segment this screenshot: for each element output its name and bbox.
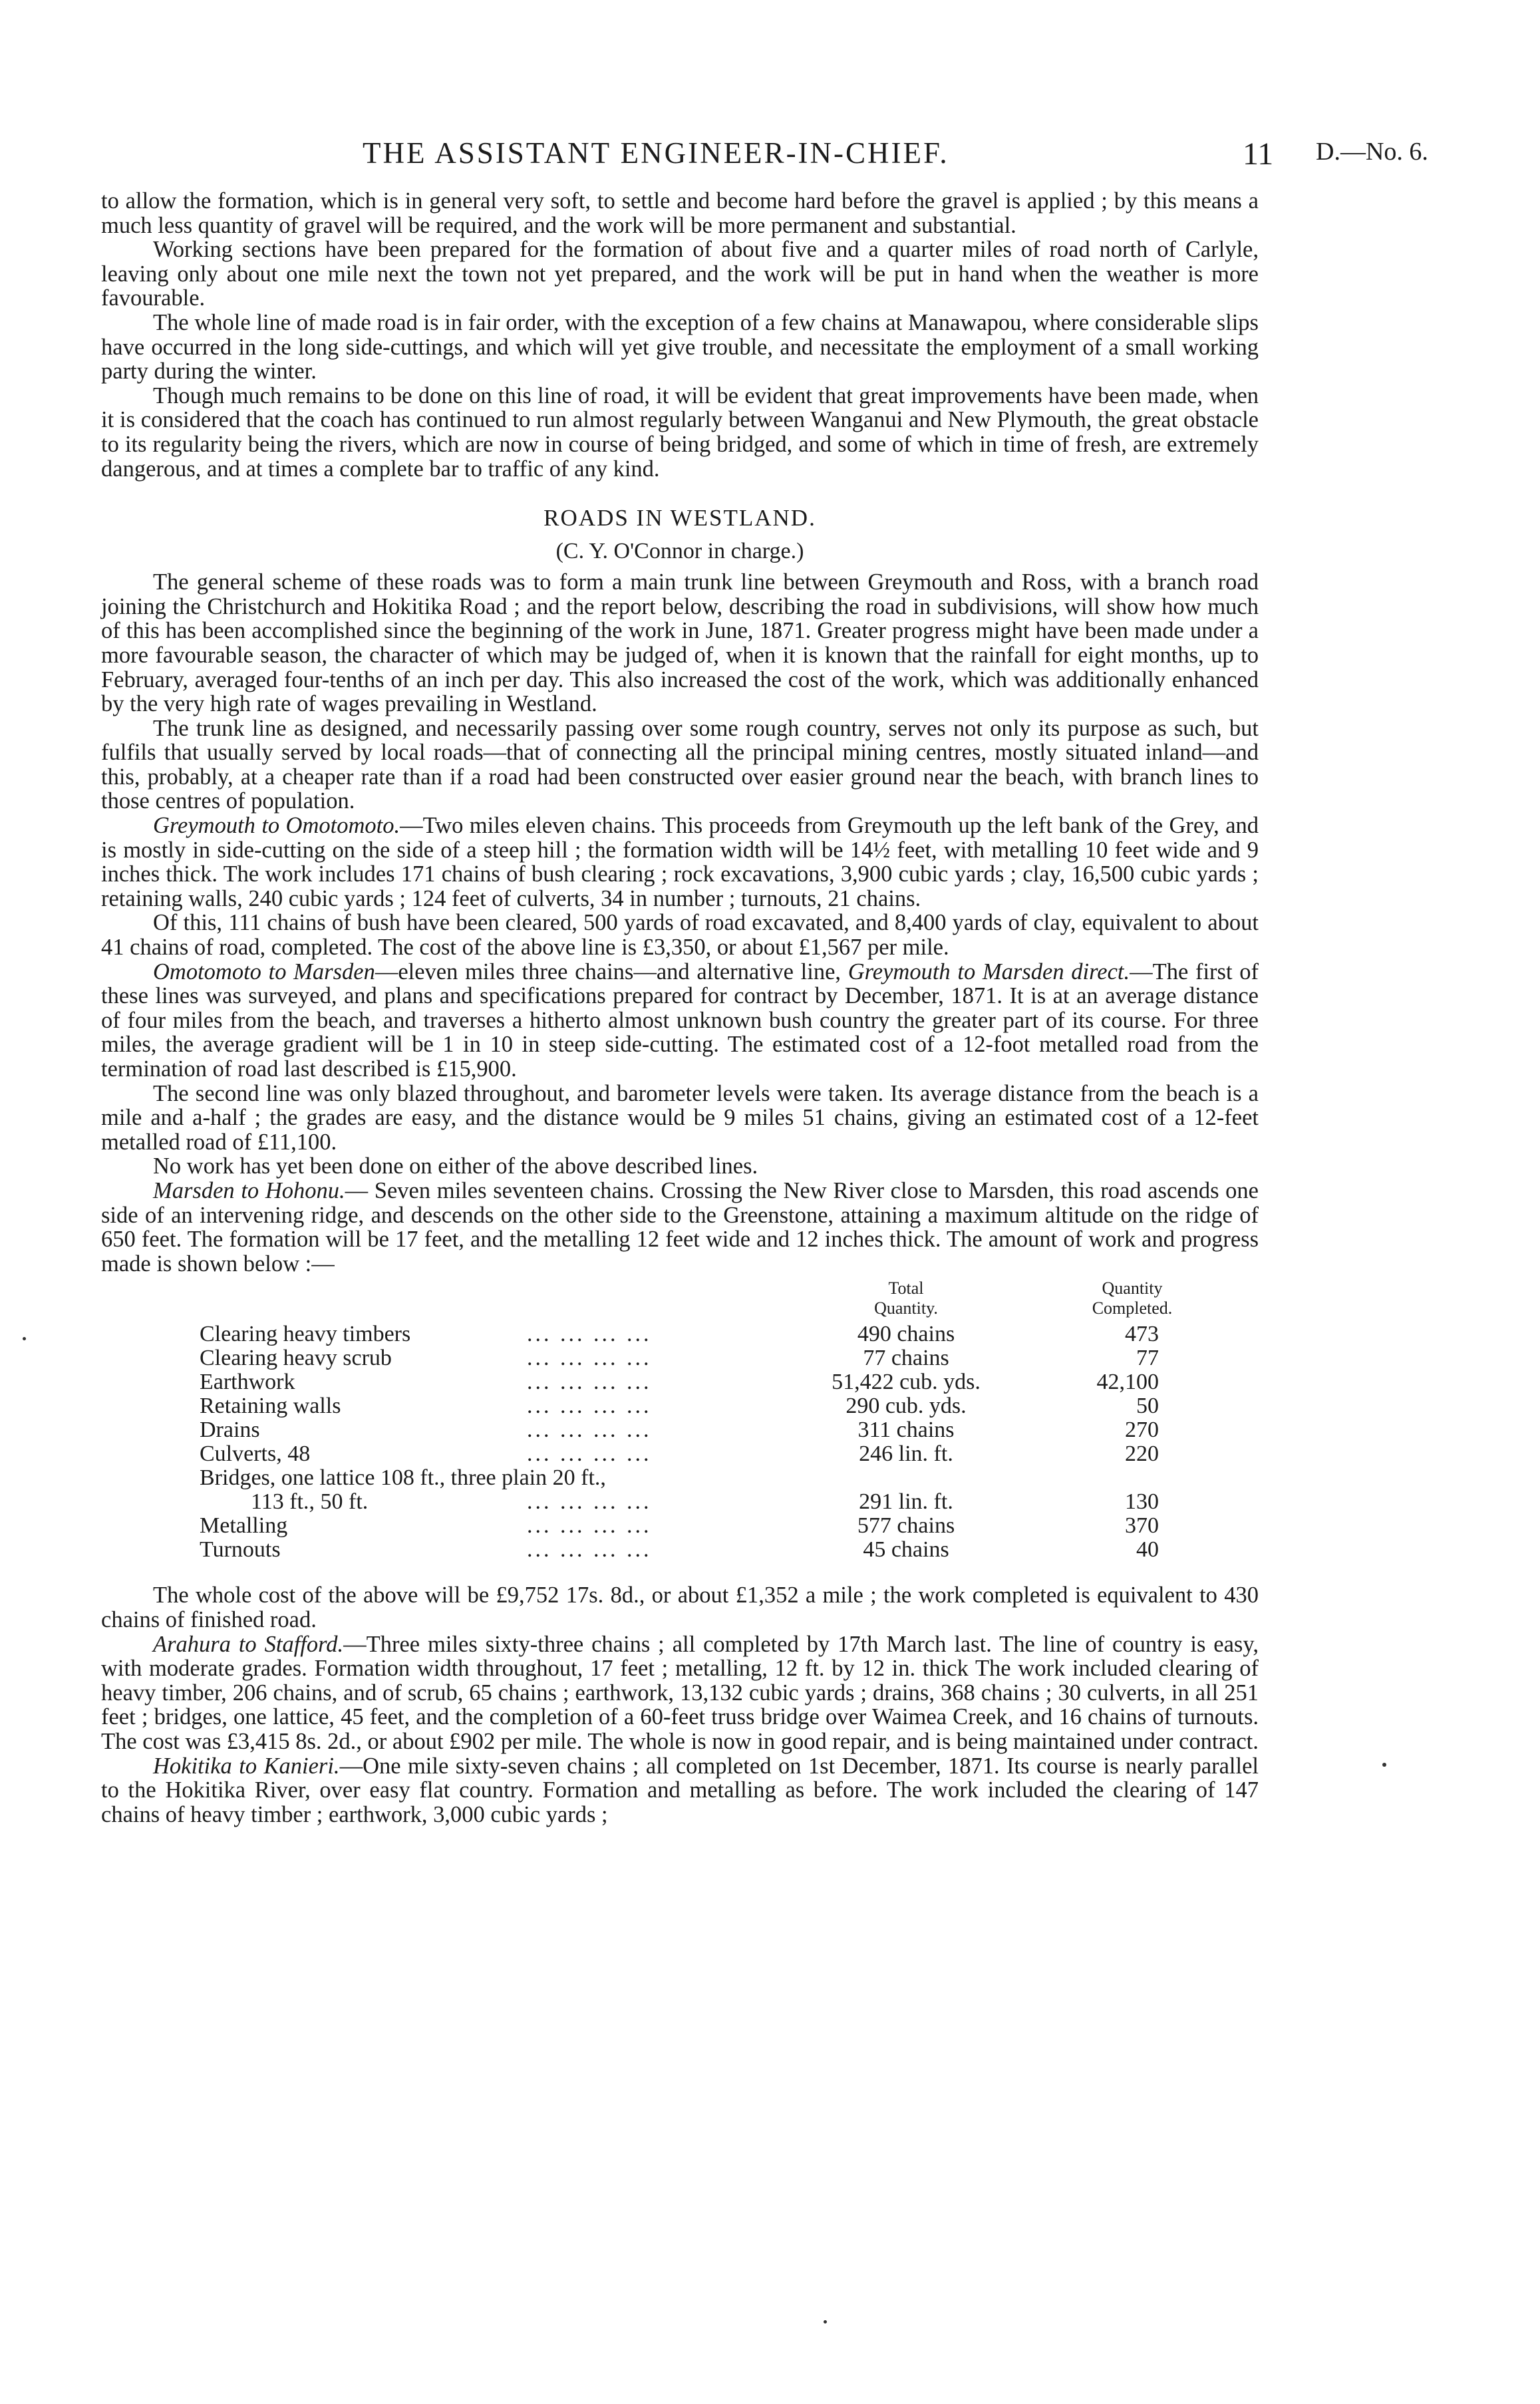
column-header-line: Quantity — [1102, 1278, 1163, 1298]
paragraph: Though much remains to be done on this line of road, it will be evident that great improvements have been made, when it is considered that the coach has continued to run almost regularly between Wanganui and New Plymouth, the great obstacle to its regularity being the rivers, which are now in course of being bridged, and some of which in time of fresh, are extremely dangerous, and at times a complete bar to traffic of any kind. — [101, 382, 1259, 482]
subsection-heading: Arahura to Stafford. — [153, 1631, 344, 1657]
paragraph-marsden — [101, 1179, 1259, 1276]
table-row — [101, 1322, 1259, 1346]
row-label: Culverts, 48 — [200, 1441, 311, 1467]
paragraph-text: —eleven miles three chains—and alternative line, — [375, 959, 848, 984]
total-quantity: 77 chains — [863, 1346, 949, 1371]
row-label: Turnouts — [200, 1537, 281, 1563]
quantity-completed: 220 — [1125, 1441, 1159, 1467]
total-quantity: 51,422 cub. yds. — [832, 1370, 981, 1395]
page-number: 11 — [1243, 136, 1274, 172]
quantity-completed: 42,100 — [1096, 1370, 1159, 1395]
table-row — [101, 1442, 1259, 1466]
paragraph-text: —Two miles eleven chains. This proceeds from Greymouth up the left bank of the Grey, and is mostly in side-cutting on the side of a steep hill ; the formation width will be 14½ feet, with metalling 10 feet wide and 9 inches thick. The work includes 171 chains of bush clearing ; rock excavations, 3,900 cubic yards ; clay, 16,500 cubic yards ; retaining walls, 240 cubic yards ; 124 feet of culverts, 34 in number ; turnouts, 21 chains. — [101, 813, 1259, 911]
quantity-completed: 77 — [1136, 1346, 1159, 1371]
total-quantity: 290 cub. yds. — [846, 1394, 967, 1419]
paragraph: Working sections have been prepared for the formation of about five and a quarter miles of road north of Carlyle, leaving only about one mile next the town not yet prepared, and the work will be put in hand when the weather is more favourable. — [101, 237, 1259, 311]
scan-speck — [23, 1337, 26, 1340]
leader-dots: ... ... ... ... — [527, 1346, 652, 1371]
paragraph-text: —The first of these lines was surveyed, and plans and specifications prepared for contract by December, 1871. It is at an average distance of four miles from the beach, and traverses a hitherto almost unknown bush country the greater part of its course. For three miles, the average gradient will be 1 in 10 in steep side-cutting. The estimated cost of a 12-foot metalled road from the termination of road last described is £15,900. — [101, 959, 1259, 1082]
quantity-completed: 40 — [1136, 1537, 1159, 1563]
table-row — [101, 1538, 1259, 1562]
total-quantity: 45 chains — [863, 1537, 949, 1563]
scan-speck — [1382, 1763, 1386, 1767]
quantity-completed: 50 — [1136, 1394, 1159, 1419]
paragraph: The trunk line as designed, and necessarily passing over some rough country, serves not only its purpose as such, but fulfils that usually served by local roads—that of connecting all the principal mining centres, mostly situated inland—and this, probably, at a cheaper rate than if a road had been constructed over easier ground near the beach, with branch lines to those centres of population. — [101, 715, 1259, 814]
column-header-line: Total — [888, 1278, 924, 1298]
paragraph-omotomoto — [101, 960, 1259, 1082]
leader-dots: ... ... ... ... — [527, 1513, 652, 1539]
page-body — [101, 189, 1259, 1827]
total-quantity: 577 chains — [857, 1513, 955, 1539]
subsection-heading: Omotomoto to Marsden — [153, 959, 375, 984]
subsection-heading: Hokitika to Kanieri. — [153, 1753, 340, 1779]
running-title: THE ASSISTANT ENGINEER-IN-CHIEF. — [363, 136, 949, 170]
total-quantity: 291 lin. ft. — [859, 1489, 953, 1515]
row-label: Drains — [200, 1418, 260, 1443]
table-row — [101, 1346, 1259, 1370]
paragraph: The second line was only blazed throughout, and barometer levels were taken. Its average distance from the beach is a mile and a-half ; the grades are easy, and the distance would be 9 miles 51 chains, giving an estimated cost of a 12-feet metalled road of £11,100. — [101, 1080, 1259, 1155]
section-heading: ROADS IN WESTLAND. — [543, 505, 816, 531]
quantity-completed: 130 — [1125, 1489, 1159, 1515]
document-reference: D.—No. 6. — [1316, 138, 1428, 166]
table-row — [101, 1394, 1259, 1418]
page-header — [0, 136, 1540, 176]
column-header-line: Completed. — [1092, 1298, 1173, 1318]
quantity-completed: 270 — [1125, 1418, 1159, 1443]
row-label: Metalling — [200, 1513, 288, 1539]
total-quantity: 490 chains — [857, 1322, 955, 1347]
column-header-line: Quantity. — [874, 1298, 938, 1318]
leader-dots: ... ... ... ... — [527, 1394, 652, 1419]
row-label: Clearing heavy timbers — [200, 1322, 411, 1347]
total-quantity: 311 chains — [857, 1418, 955, 1443]
quantity-completed: 370 — [1125, 1513, 1159, 1539]
leader-dots: ... ... ... ... — [527, 1537, 652, 1563]
leader-dots: ... ... ... ... — [527, 1418, 652, 1443]
quantity-completed: 473 — [1125, 1322, 1159, 1347]
paragraph: The general scheme of these roads was to form a main trunk line between Greymouth and Ross, with a branch road joining the Christchurch and Hokitika Road ; and the report below, describing the road in subdivisions, will show how much of this has been accomplished since the beginning of the work in June, 1871. Greater progress might have been made under a more favourable season, the character of which may be judged of, when it is known that the rainfall for eight months, up to February, averaged four-tenths of an inch per day. This also increased the cost of the work, which was additionally enhanced by the very high rate of wages prevailing in Westland. — [101, 569, 1259, 717]
work-progress-table — [101, 1278, 1259, 1579]
paragraph-text: — Seven miles seventeen chains. Crossing the New River close to Marsden, this road ascends one side of an intervening ridge, and descends on the other side to the Greenstone, attaining a maximum altitude on the ridge of 650 feet. The formation will be 17 feet, and the metalling 12 feet wide and 12 inches thick. The amount of work and progress made is shown below :— — [101, 1177, 1259, 1277]
row-label: Bridges, one lattice 108 ft., three plain 20 ft., — [200, 1465, 606, 1491]
leader-dots: ... ... ... ... — [527, 1370, 652, 1395]
table-row — [101, 1418, 1259, 1442]
leader-dots: ... ... ... ... — [527, 1322, 652, 1347]
paragraph: The whole line of made road is in fair order, with the exception of a few chains at Manawapou, where considerable slips have occurred in the long side-cuttings, and which will yet give trouble, and necessitate the employment of a small working party during the winter. — [101, 309, 1259, 384]
paragraph-greymouth — [101, 814, 1259, 911]
paragraph-hokitika — [101, 1754, 1259, 1827]
row-label: 113 ft., 50 ft. — [251, 1489, 369, 1515]
table-row — [101, 1514, 1259, 1538]
leader-dots: ... ... ... ... — [527, 1489, 652, 1515]
total-quantity: 246 lin. ft. — [859, 1441, 953, 1467]
table-row — [101, 1466, 1259, 1490]
column-header-completed — [1066, 1278, 1199, 1318]
column-header-total — [826, 1278, 986, 1318]
row-label: Earthwork — [200, 1370, 295, 1395]
paragraph: to allow the formation, which is in general very soft, to settle and become hard before the gravel is applied ; by this means a much less quantity of gravel will be required, and the work will be more permanent and substantial. — [101, 188, 1259, 238]
paragraph-text: —Three miles sixty-three chains ; all completed by 17th March last. The line of country is easy, with moderate grades. Formation width throughout, 17 feet ; metalling, 12 ft. by 12 in. thick The work included clearing of heavy timber, 206 chains, and of scrub, 65 chains ; earthwork, 13,132 cubic yards ; drains, 368 chains ; 30 culverts, in all 251 feet ; bridges, one lattice, 45 feet, and the completion of a 60-feet truss bridge over Waimea Creek, and 16 chains of turnouts. The cost was £3,415 8s. 2d., or about £902 per mile. The whole is now in good repair, and is being maintained under contract. — [101, 1631, 1259, 1754]
row-label: Clearing heavy scrub — [200, 1346, 392, 1371]
leader-dots: ... ... ... ... — [527, 1441, 652, 1467]
subsection-heading: Greymouth to Omotomoto. — [153, 813, 400, 839]
scan-speck — [824, 2320, 827, 2324]
subsection-heading: Marsden to Hohonu. — [153, 1177, 345, 1203]
subsection-heading: Greymouth to Marsden direct. — [847, 959, 1130, 984]
paragraph-arahura — [101, 1632, 1259, 1754]
section-subheading: (C. Y. O'Connor in charge.) — [555, 539, 804, 564]
table-row — [101, 1490, 1259, 1514]
row-label: Retaining walls — [200, 1394, 341, 1419]
paragraph: No work has yet been done on either of the above described lines. — [153, 1153, 758, 1179]
paragraph: Of this, 111 chains of bush have been cleared, 500 yards of road excavated, and 8,400 yards of clay, equivalent to about 41 chains of road, completed. The cost of the above line is £3,350, or about £1,567 per mile. — [101, 910, 1259, 961]
paragraph-text: —One mile sixty-seven chains ; all completed on 1st December, 1871. Its course is nearly parallel to the Hokitika River, over easy flat country. Formation and metalling as before. The work included the clearing of 147 chains of heavy timber ; earthwork, 3,000 cubic yards ; — [101, 1753, 1259, 1827]
table-row — [101, 1370, 1259, 1394]
paragraph: The whole cost of the above will be £9,752 17s. 8d., or about £1,352 a mile ; the work completed is equivalent to 430 chains of finished road. — [101, 1582, 1259, 1632]
